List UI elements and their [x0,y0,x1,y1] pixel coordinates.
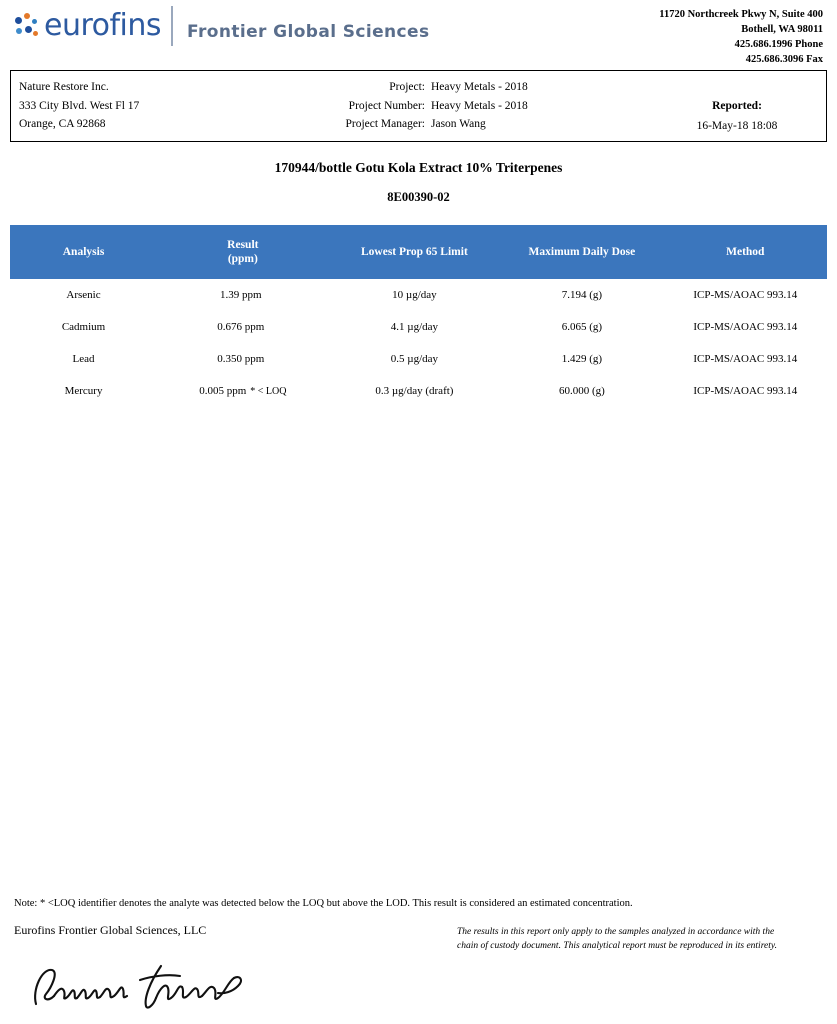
cell-dose: 7.194 (g) [561,289,603,301]
disclaimer-line-1: The results in this report only apply to the samples analyzed in accordance with the [457,926,775,937]
eurofins-logo-icon [14,13,40,39]
footnote: Note: * <LOQ identifier denotes the analyte was detected below the LOQ but above the LOD. This result is considered an estimated concentration. [14,897,633,909]
project-number-value: Heavy Metals - 2018 [431,99,528,112]
reported-block [662,97,812,136]
cell-analysis: Cadmium [61,321,106,333]
sub-brand-name: Frontier Global Sciences [187,22,430,42]
reported-label: Reported: [712,100,762,112]
brand-block [14,6,429,46]
report-disclaimer [457,923,827,954]
cell-limit: 0.5 µg/day [390,353,439,365]
project-number-label: Project Number: [348,99,425,112]
project-number-row [311,97,528,116]
address-line-3: 425.686.1996 Phone [734,38,823,50]
cell-method: ICP-MS/AOAC 993.14 [693,321,798,333]
cell-analysis: Arsenic [66,289,101,301]
cell-limit: 4.1 µg/day [390,321,439,333]
column-header-limit [329,225,501,279]
cell-limit: 0.3 µg/day (draft) [375,385,454,397]
column-header-analysis [10,225,157,279]
cell-result-flag [264,322,268,333]
lab-address [659,6,823,68]
cell-method: ICP-MS/AOAC 993.14 [693,353,798,365]
signature [10,960,827,1016]
brand-name: eurofins [44,8,162,43]
table-row [10,311,827,343]
project-fields [311,78,528,134]
column-header-result-line2: (ppm) [227,253,258,265]
client-street: 333 City Blvd. West Fl 17 [19,99,140,112]
page-header [10,0,827,68]
project-value: Heavy Metals - 2018 [431,81,528,93]
column-header-method-line1: Method [726,245,765,258]
cell-result-flag [264,354,268,365]
address-line-1: 11720 Northcreek Pkwy N, Suite 400 [659,9,823,20]
client-address-block [19,78,139,134]
cell-result-value: 0.676 ppm [217,321,265,333]
cell-result-flag [262,290,266,301]
page-footer [10,898,827,1016]
cell-result [157,279,329,311]
cell-method: ICP-MS/AOAC 993.14 [693,385,798,397]
client-name: Nature Restore Inc. [19,81,109,93]
cell-result-flag: * < LOQ [250,386,287,397]
cell-result [157,375,329,407]
brand-divider [171,6,173,46]
results-table [10,225,827,407]
project-row [311,78,528,97]
lab-company-name: Eurofins Frontier Global Sciences, LLC [14,922,207,937]
address-line-2: Bothell, WA 98011 [741,23,823,35]
disclaimer-line-2: chain of custody document. This analytical report must be reproduced in its entirety. [457,941,777,952]
cell-analysis: Lead [72,353,95,365]
table-row [10,279,827,311]
sample-id: 8E00390-02 [387,190,450,204]
column-header-dose-line1: Maximum Daily Dose [528,245,636,258]
cell-result-value: 0.005 ppm [199,385,247,397]
table-row [10,375,827,407]
address-line-4: 425.686.3096 Fax [745,53,823,65]
table-row [10,343,827,375]
cell-result [157,343,329,375]
cell-dose: 1.429 (g) [561,353,603,365]
footer-row [10,923,827,954]
column-header-analysis-line1: Analysis [62,245,105,258]
cell-result-value: 0.350 ppm [217,353,265,365]
client-project-box [10,70,827,142]
cell-analysis: Mercury [64,385,103,397]
column-header-dose [500,225,663,279]
column-header-method [664,225,827,279]
cell-method: ICP-MS/AOAC 993.14 [693,289,798,301]
sample-title: 170944/bottle Gotu Kola Extract 10% Triterpenes [274,160,563,175]
project-manager-label: Project Manager: [345,118,425,131]
table-header-row [10,225,827,279]
cell-result-value: 1.39 ppm [220,289,262,301]
column-header-result-line1: Result [227,238,259,251]
column-header-limit-line1: Lowest Prop 65 Limit [360,245,468,258]
reported-value: 16-May-18 18:08 [696,119,778,132]
client-citystate: Orange, CA 92868 [19,118,106,131]
cell-dose: 6.065 (g) [561,321,603,333]
cell-limit: 10 µg/day [392,289,437,301]
project-manager-value: Jason Wang [431,118,486,131]
column-header-result [157,225,329,279]
cell-dose: 60.000 (g) [558,385,605,397]
project-label: Project: [389,81,425,93]
cell-result [157,311,329,343]
project-manager-row [311,115,528,134]
